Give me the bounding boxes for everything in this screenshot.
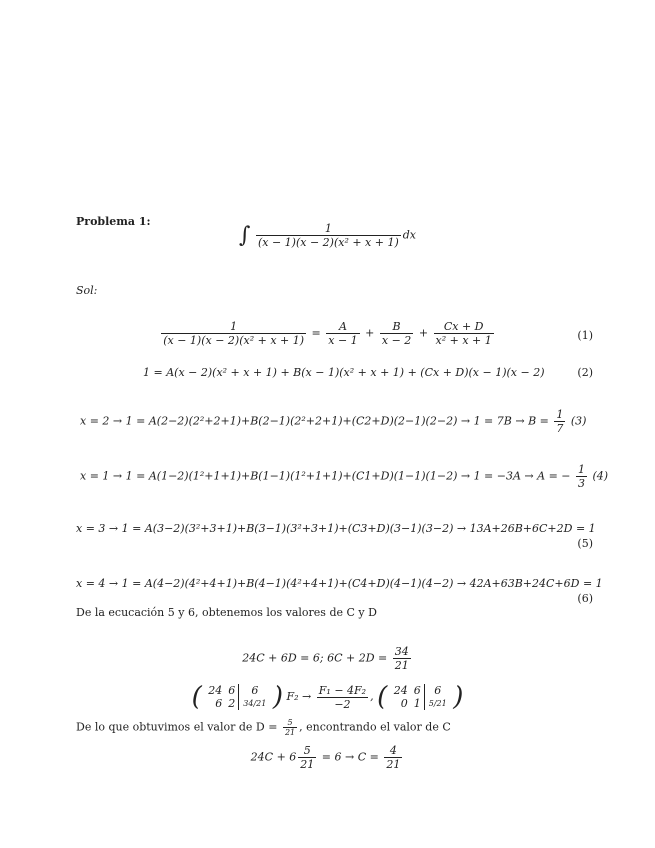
eq4-frac-den: 3 xyxy=(578,477,586,490)
final-equation xyxy=(0,744,655,771)
equation-5: x = 3 → 1 = A(3−2)(3²+3+1)+B(3−1)(3²+3+1)+(C3+D)(3−1)(3−2) → 13A+26B+6C+2D = 1 xyxy=(76,522,596,535)
right-paren: ) xyxy=(453,682,464,712)
left-paren: ( xyxy=(377,682,388,712)
matrix-cell: 2 xyxy=(228,697,236,710)
row-op-comma: , xyxy=(370,690,374,703)
eq1-plus: + xyxy=(365,326,375,340)
final-middle: = 6 → C = xyxy=(321,750,379,764)
final-frac1-den: 21 xyxy=(300,758,315,771)
eq4-fraction xyxy=(576,463,587,490)
para2-after: , encontrando el valor de C xyxy=(299,720,451,734)
equation-2: 1 = A(x − 2)(x² + x + 1) + B(x − 1)(x² + x + 1) + (Cx + D)(x − 1)(x − 2) xyxy=(143,366,545,379)
final-before: 24C + 6 xyxy=(250,750,297,764)
equation-tag: (3) xyxy=(570,414,587,428)
system-fraction xyxy=(393,645,411,672)
equation-tag: (5) xyxy=(577,537,593,550)
eq1-c-num: Cx + D xyxy=(443,320,484,333)
integral-dx: dx xyxy=(402,228,417,242)
final-frac1-num: 5 xyxy=(303,744,311,757)
equation-tag: (1) xyxy=(577,329,593,342)
row-op-num: F₁ − 4F₂ xyxy=(318,683,367,697)
paragraph-equations-5-6: De la ecucación 5 y 6, obtenemos los valores de C y D xyxy=(76,606,377,619)
equation-tag: (4) xyxy=(592,469,609,483)
final-fraction-2 xyxy=(384,744,402,771)
eq1-b-den: x − 2 xyxy=(381,334,412,347)
augmented-matrix-1 xyxy=(205,684,269,710)
matrix-cell: 34/21 xyxy=(239,697,270,710)
integrand-fraction xyxy=(256,222,401,249)
solution-label: Sol: xyxy=(76,284,98,297)
problem-title: Problema 1: xyxy=(76,215,151,228)
para2-fraction xyxy=(283,718,297,737)
integral-expression xyxy=(0,222,655,249)
equation-4 xyxy=(80,463,608,490)
final-frac2-den: 21 xyxy=(386,758,401,771)
augmented-matrix-2 xyxy=(391,684,450,710)
equation-3 xyxy=(80,408,586,435)
system-text: 24C + 6D = 6; 6C + 2D = xyxy=(242,651,388,665)
matrix-cell: 6 xyxy=(228,684,236,697)
integrand-numerator: 1 xyxy=(324,222,332,235)
eq1-b xyxy=(380,320,413,347)
equation-6: x = 4 → 1 = A(4−2)(4²+4+1)+B(4−1)(4²+4+1)+(C4+D)(4−1)(4−2) → 42A+63B+24C+6D = 1 xyxy=(76,577,603,590)
paragraph-value-d xyxy=(76,718,451,737)
system-frac-num: 34 xyxy=(394,645,409,658)
eq3-frac-den: 7 xyxy=(556,422,564,435)
matrix-cell: 5/21 xyxy=(424,697,449,710)
eq1-c-den: x² + x + 1 xyxy=(435,334,492,347)
matrix-cell: 6 xyxy=(239,684,270,697)
right-paren: ) xyxy=(272,682,284,712)
eq1-lhs xyxy=(161,320,306,347)
para2-frac-num: 5 xyxy=(287,718,293,727)
final-frac2-num: 4 xyxy=(389,744,397,757)
eq1-lhs-num: 1 xyxy=(230,320,238,333)
eq3-frac-num: 1 xyxy=(556,408,564,421)
final-fraction-1 xyxy=(298,744,316,771)
row-op-prefix: F₂ → xyxy=(286,690,312,703)
eq3-text: x = 2 → 1 = A(2−2)(2²+2+1)+B(2−1)(2²+2+1)+(C2+D)(2−1)(2−2) → 1 = 7B → B = xyxy=(80,414,549,428)
matrix-cell: 0 xyxy=(400,697,408,710)
matrix-cell: 24 xyxy=(393,684,408,697)
linear-system xyxy=(0,645,655,672)
eq3-fraction xyxy=(554,408,565,435)
equation-1 xyxy=(0,320,655,347)
matrix-cell: 6 xyxy=(215,697,223,710)
eq1-a-den: x − 1 xyxy=(328,334,358,347)
para2-before: De lo que obtuvimos el valor de D = xyxy=(76,720,278,734)
matrix-row-operation xyxy=(0,682,655,712)
eq1-a xyxy=(326,320,359,347)
equation-tag: (2) xyxy=(577,366,593,379)
para2-frac-den: 21 xyxy=(284,728,296,737)
matrix-cell: 24 xyxy=(208,684,223,697)
row-op-den: −2 xyxy=(317,697,368,711)
eq4-frac-num: 1 xyxy=(578,463,586,476)
eq1-plus: + xyxy=(418,326,429,340)
left-paren: ( xyxy=(191,682,202,712)
integrand-denominator: (x − 1)(x − 2)(x² + x + 1) xyxy=(257,236,399,249)
integral-sign: ∫ xyxy=(238,223,251,248)
eq1-b-num: B xyxy=(392,320,401,333)
eq1-lhs-den: (x − 1)(x − 2)(x² + x + 1) xyxy=(163,334,305,347)
row-op-fraction xyxy=(317,684,368,711)
matrix-cell: 6 xyxy=(424,684,449,697)
eq1-c xyxy=(434,320,494,347)
equation-tag: (6) xyxy=(577,592,593,605)
eq1-equals: = xyxy=(311,326,321,340)
eq4-text: x = 1 → 1 = A(1−2)(1²+1+1)+B(1−1)(1²+1+1)+(C1+D)(1−1)(1−2) → 1 = −3A → A = − xyxy=(80,469,571,483)
matrix-cell: 1 xyxy=(413,697,421,710)
eq1-a-num: A xyxy=(338,320,347,333)
matrix-cell: 6 xyxy=(413,684,421,697)
system-frac-den: 21 xyxy=(394,659,409,672)
